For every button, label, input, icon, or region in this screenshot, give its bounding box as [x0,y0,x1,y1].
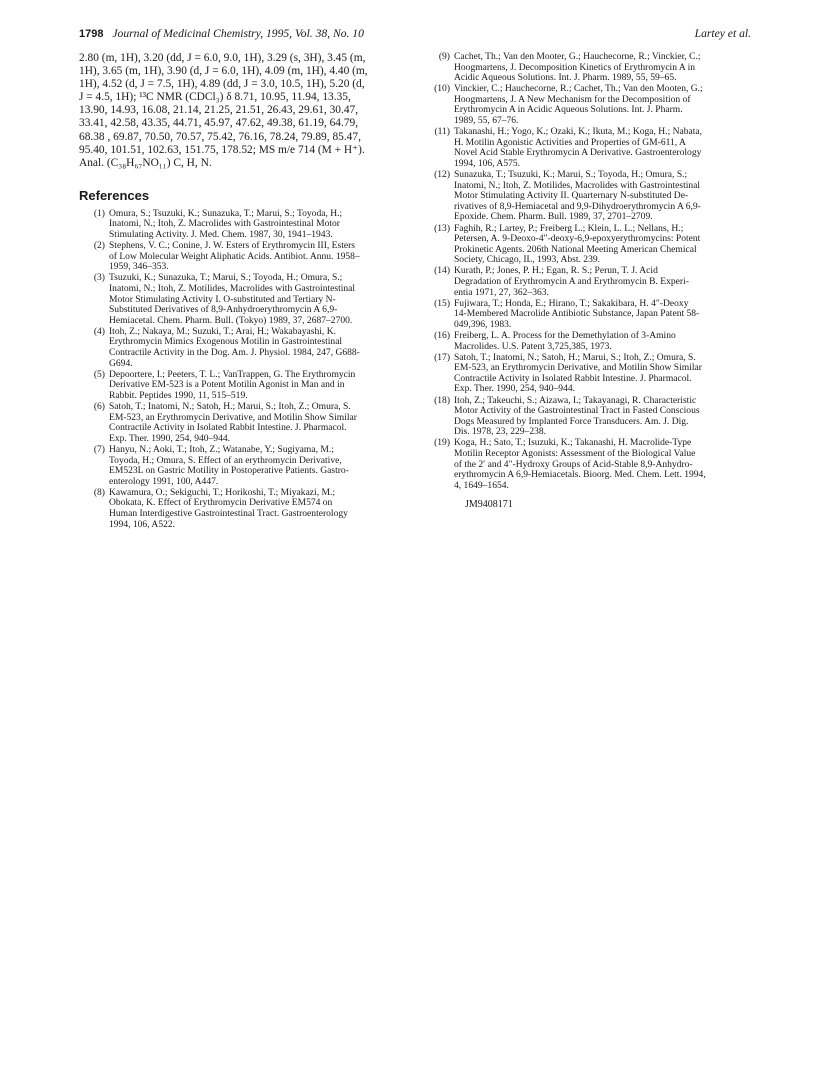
reference-item [424,52,754,84]
reference-line: Human Interdigestive Gastrointestinal Tract. Gastroenterology [109,507,348,519]
nmr-line: 1H), 4.52 (d, J = 7.5, 1H), 4.89 (dd, J = 3.0, 10.5, 1H), 5.20 (d, [79,78,365,91]
left-column [79,52,409,531]
reference-number: (15) [434,297,450,309]
reference-line: entia 1971, 27, 362–363. [454,286,549,298]
nmr-line: 68.38 , 69.87, 70.50, 70.57, 75.42, 76.16, 78.24, 79.89, 85.47, [79,130,361,143]
reference-line: Acidic Aqueous Solutions. Int. J. Pharm. 1989, 55, 59–65. [454,72,677,84]
reference-line: 14-Membered Macrolide Antibiotic Substance, Japan Patent 58- [454,308,700,320]
reference-line: Hoogmartens, J. Decomposition Kinetics of Erythromycin A in [454,61,696,73]
reference-item [424,84,754,126]
reference-item [79,327,409,369]
reference-item [79,445,409,487]
reference-item [424,299,754,331]
reference-line: Tsuzuki, K.; Sunazuka, T.; Marui, S.; Toyoda, H.; Omura, S.; [109,272,343,284]
reference-line: Fujiwara, T.; Honda, E.; Hirano, T.; Sakakibara, H. 4″-Deoxy [454,297,689,309]
reference-line: Prokinetic Agents. 206th National Meeting American Chemical [454,243,697,255]
reference-line: of the 2′ and 4″-Hydroxy Groups of Acid-Stable 8,9-Anhydro- [454,458,693,470]
reference-number: (16) [434,329,450,341]
reference-list-right [424,52,754,491]
reference-list-left [79,209,409,530]
reference-line: Erythromycin A in Acidic Aqueous Solutions. Int. J. Pharm. [454,104,683,116]
reference-number: (8) [93,486,105,498]
reference-line: Sunazuka, T.; Tsuzuki, K.; Marui, S.; Toyoda, H.; Omura, S.; [454,169,688,181]
reference-line: Petersen, A. 9-Deoxo-4″-deoxy-6,9-epoxyerythromycins: Potent [454,233,701,245]
reference-number: (14) [434,265,450,277]
reference-line: Motor Stimulating Activity I. O-substituted and Tertiary N- [109,293,336,305]
reference-line: Kawamura, O.; Sekiguchi, T.; Horikoshi, T.; Miyakazi, M.; [109,486,335,498]
reference-line: Contractile Activity in Isolated Rabbit Intestine. J. Pharmacol. [109,422,347,434]
nmr-data-paragraph [79,52,409,170]
reference-number: (12) [434,169,450,181]
reference-number: (13) [434,222,450,234]
reference-line: Inatomi, N.; Itoh, Z. Motilides, Macrolides with Gastrointestinal [454,179,701,191]
reference-line: Toyoda, H.; Omura, S. Effect of an erythromycin Derivative, [109,454,342,466]
reference-line: Contractile Activity in Isolated Rabbit Intestine. J. Pharmacol. [454,372,692,384]
reference-line: Itoh, Z.; Takeuchi, S.; Aizawa, I.; Takayanagi, R. Characteristic [454,394,697,406]
reference-number: (3) [93,272,105,284]
reference-line: Macrolides. U.S. Patent 3,725,385, 1973. [454,340,612,352]
reference-item [79,273,409,326]
reference-line: Inatomi, N.; Itoh, Z. Motilides, Macrolides with Gastrointestinal [109,283,356,294]
reference-line: EM-523, an Erythromycin Derivative, and Motilin Show Similar [109,411,357,423]
reference-line: of Low Molecular Weight Aliphatic Acids. Antibiot. Annu. 1958– [109,250,360,262]
reference-line: 1989, 55, 67–76. [454,115,519,127]
reference-item [424,331,754,352]
reference-line: Hanyu, N.; Aoki, T.; Itoh, Z.; Watanabe, Y.; Sugiyama, M.; [109,443,334,455]
reference-line: Hemiacetal. Chem. Pharm. Bull. (Tokyo) 1989, 37, 2687–2700. [109,314,353,326]
reference-line: Faghih, R.; Lartey, P.; Freiberg L.; Klein, L. L.; Nellans, H.; [454,222,684,234]
reference-line: Omura, S.; Tsuzuki, K.; Sunazuka, T.; Marui, S.; Toyoda, H.; [109,207,343,219]
reference-line: Vinckier, C.; Hauchecorne, R.; Cachet, Th.; Van den Mooten, G.; [454,83,703,95]
nmr-line: 13.90, 14.93, 16.08, 21.14, 21.25, 21.51, 26.43, 29.61, 30.47, [79,104,359,117]
reference-line: Exp. Ther. 1990, 254, 940–944. [454,383,576,395]
reference-number: (2) [93,240,105,252]
reference-line: enterology 1991, 100, A447. [109,475,219,487]
references-heading: References [79,187,150,203]
page-number: 1798 [79,28,104,40]
reference-line: Stephens, V. C.; Conine, J. W. Esters of Erythromycin III, Esters [109,240,355,252]
nmr-line: 1H), 3.65 (m, 1H), 3.90 (d, J = 6.0, 1H), 4.09 (m, 1H), 4.40 (m, [79,65,368,78]
reference-line: Dogs Measured by Implanted Force Transducers. Am. J. Dig. [454,415,689,427]
reference-line: Cachet, Th.; Van den Mooter, G.; Hauchecorne, R.; Vinckier, C.; [454,51,701,62]
reference-line: Koga, H.; Sato, T.; Isuzuki, K.; Takanashi, H. Macrolide-Type [454,437,692,449]
reference-number: (9) [438,51,450,62]
reference-line: Motor Stimulating Activity II. Quarternary N-substituted De- [454,190,689,202]
reference-line: Takanashi, H.; Yogo, K.; Ozaki, K.; Ikuta, M.; Koga, H.; Nabata, [454,126,703,138]
reference-line: Itoh, Z.; Nakaya, M.; Suzuki, T.; Arai, H.; Wakabayashi, K. [109,325,336,337]
reference-line: rivatives of 8,9-Hemiacetal and 9,9-Dihydroerythromycin A 6,9- [454,200,701,212]
running-authors: Lartey et al. [694,27,751,40]
reference-number: (11) [434,126,450,138]
reference-line: EM-523, an Erythromycin Derivative, and Motilin Show Similar [454,362,702,374]
reference-item [424,396,754,438]
reference-number: (4) [93,325,105,337]
reference-item [424,170,754,223]
reference-line: Stimulating Activity. J. Med. Chem. 1987, 30, 1941–1943. [109,229,333,241]
reference-line: Exp. Ther. 1990, 254, 940–944. [109,432,231,444]
reference-line: Motilin Receptor Agonists: Assessment of the Biological Value [454,447,696,459]
reference-line: Derivative EM-523 is a Potent Motilin Agonist in Man and in [109,379,345,391]
reference-line: Degradation of Erythromycin A and Erythromycin B. Experi- [454,275,689,287]
reference-line: Depoortere, I.; Peeters, T. L.; VanTrappen, G. The Erythromycin [109,368,356,380]
reference-line: Substituted Derivatives of 8,9-Anhydroerythromycin A 6,9- [109,304,338,316]
reference-line: Motor Activity of the Gastrointestinal Tract in Fasted Conscious [454,405,700,417]
reference-item [79,209,409,241]
reference-line: 049,396, 1983. [454,318,512,330]
reference-number: (17) [434,351,450,363]
reference-item [79,370,409,402]
reference-line: erythromycin A 6,9-Hemiacetals. Bioorg. Med. Chem. Lett. 1994, [454,469,706,481]
reference-item [79,241,409,273]
reference-line: Society, Chicago, IL, 1993, Abst. 239. [454,254,601,266]
reference-line: Satoh, T.; Inatomi, N.; Satoh, H.; Marui, S.; Itoh, Z.; Omura, S. [109,401,351,413]
page-header [79,26,751,42]
reference-line: G694. [109,357,133,369]
reference-line: Contractile Activity in the Dog. Am. J. Physiol. 1984, 247, G688- [109,347,360,359]
reference-line: Inatomi, N.; Itoh, Z. Macrolides with Gastrointestinal Motor [109,218,340,230]
reference-number: (5) [93,368,105,380]
reference-item [424,353,754,395]
reference-line: 1959, 346–353. [109,261,169,273]
nmr-line: 33.41, 42.58, 43.35, 44.71, 45.97, 47.62, 49.38, 61.19, 64.79, [79,117,359,130]
reference-line: Hoogmartens, J. A New Mechanism for the Decomposition of [454,93,691,105]
reference-item [424,266,754,298]
reference-line: 1994, 106, A575. [454,157,521,169]
reference-line: Satoh, T.; Inatomi, N.; Satoh, H.; Marui, S.; Itoh, Z.; Omura, S. [454,351,696,363]
reference-item [79,488,409,530]
right-column [424,52,754,511]
reference-number: (18) [434,394,450,406]
reference-line: 1994, 106, A522. [109,518,176,530]
reference-number: (6) [93,401,105,413]
reference-line: Kurath, P.; Jones, P. H.; Egan, R. S.; Perun, T. J. Acid [454,265,658,277]
reference-line: Freiberg, L. A. Process for the Demethylation of 3-Amino [454,329,676,341]
reference-item [79,402,409,444]
reference-item [424,127,754,169]
reference-line: Epoxide. Chem. Pharm. Bull. 1989, 37, 2701–2709. [454,211,653,223]
nmr-line: 95.40, 101.51, 102.63, 151.75, 178.52; MS m/e 714 (M + H⁺). [79,143,365,156]
manuscript-id: JM9408171 [465,499,513,511]
nmr-line: 2.80 (m, 1H), 3.20 (dd, J = 6.0, 9.0, 1H), 3.29 (s, 3H), 3.45 (m, [79,52,366,64]
reference-line: Erythromycin Mimics Exogenous Motilin in Gastrointestinal [109,336,343,348]
reference-line: Dis. 1978, 23, 229–238. [454,426,547,438]
reference-number: (10) [434,83,450,95]
nmr-line: J = 4.5, 1H); ¹³C NMR (CDCl₃) δ 8.71, 10.95, 11.94, 13.35, [79,91,351,104]
reference-line: Obokata, K. Effect of Erythromycin Derivative EM574 on [109,497,333,509]
reference-line: H. Motilin Agonistic Activities and Properties of GM-611, A [454,136,686,148]
reference-line: EM523L on Gastric Motility in Postoperative Patients. Gastro- [109,465,349,477]
reference-number: (1) [93,207,105,219]
reference-number: (7) [93,443,105,455]
reference-item [424,224,754,266]
reference-item [424,438,754,491]
reference-line: 4, 1649–1654. [454,479,509,491]
reference-line: Novel Acid Stable Erythromycin A Derivative. Gastroenterology [454,147,702,159]
reference-line: Rabbit. Peptides 1990, 11, 515–519. [109,389,248,401]
nmr-line: Anal. (C₃₈H₆₇NO₁₁) C, H, N. [79,156,212,169]
reference-number: (19) [434,437,450,449]
journal-citation: Journal of Medicinal Chemistry, 1995, Vol. 38, No. 10 [112,27,364,40]
